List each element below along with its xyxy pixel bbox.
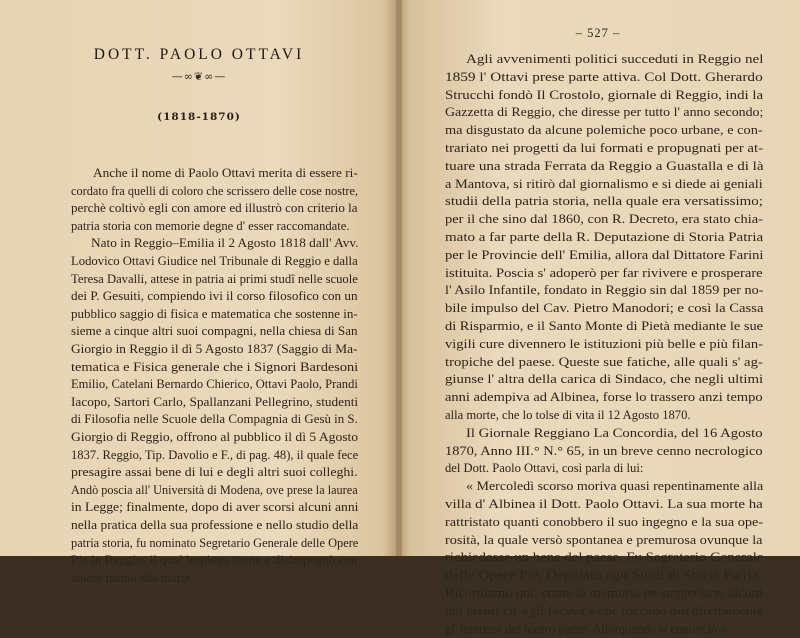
text-line: di Risparmio, e il Santo Monte di Pietà mediante le sue — [445, 319, 764, 333]
text-line: tropiche del paese. Queste sue fatiche, alle quali s' ag- — [445, 354, 763, 369]
text-line: 1870, Anno III.° N.° 65, in un breve cenno necrologico — [445, 443, 763, 458]
text-line: bile impulso del Cav. Pietro Manodori; e così la Cassa — [445, 301, 764, 316]
text-line: Emilio, Catelani Bernardo Chierico, Ottavi Paolo, Prandi — [71, 377, 358, 392]
text-line: 1837. Reggio, Tip. Davolio e F., di pag. 48), il quale fece — [71, 447, 359, 462]
text-line: vigili cure divennero le istituzioni più belle e più filan- — [445, 336, 763, 351]
text-line: Teresa Davalli, attese in patria ai primi studî nelle scuole — [71, 271, 358, 286]
ornament-divider: —∞❦∞— — [171, 70, 227, 83]
page-title: DOTT. PAOLO OTTAVI — [93, 46, 305, 63]
text-line: Anche il nome di Paolo Ottavi merita di essere ri- — [93, 166, 358, 180]
text-line: perchè coltivò egli con amore ed illustrò con criterio la — [71, 201, 358, 216]
text-line: Gazzetta di Reggio, che diresse per tutto l' anno secondo; — [445, 105, 764, 120]
text-line: sieme a cinque altri suoi compagni, nella chiesa di San — [71, 324, 358, 339]
text-line: l' Asilo Infantile, fondato in Reggio sin dal 1859 per no- — [445, 283, 764, 298]
text-line: Andò poscia all' Università di Modena, ove prese la laurea — [71, 482, 358, 497]
text-line: Giorgio in Reggio il dì 5 Agosto 1837 (Saggio di Ma- — [71, 342, 358, 356]
text-line: dei lavori ch' egli faceva e che toccano più direttamente — [445, 603, 764, 618]
text-line: trariato nei progetti da lui formati e propugnati per at- — [445, 141, 764, 155]
text-line: anni adempiva ad Albinea, forse lo trassero anzi tempo — [445, 390, 763, 405]
text-line: richiedesse un bene del paese. Fu Segretario Generale — [445, 550, 764, 565]
text-line: patria storia con memorie degne d' esser raccomandate. — [71, 218, 350, 233]
text-line: tuare una strada Ferrata da Reggio a Guastalla e di là — [445, 158, 764, 173]
text-line: « Mercoledì scorso moriva quasi repentinamente alla — [466, 479, 764, 494]
text-line: rattristato quanti conobbero il suo ingegno e la sua ope- — [445, 514, 764, 529]
text-line: Strucchi fondò Il Crostolo, giornale di Reggio, indi la — [445, 87, 764, 102]
text-line: delle Opere Pie, Deputato agli Studi di Storia Patria. — [445, 568, 763, 583]
text-line: rosità, la quale versò spontanea e premurosa ovunque la — [445, 532, 763, 547]
text-line: Agli avvenimenti politici succeduti in Reggio nel — [466, 52, 764, 66]
text-line: ma disgustato da alcune polemiche poco urbane, e con- — [445, 123, 763, 138]
text-line: presagire assai bene di lui e degli altri suoi colleghi. — [71, 465, 358, 480]
text-line: cordato fra quelli di coloro che scrissero delle cose nostre, — [71, 183, 359, 198]
text-line: 1859 l' Ottavi prese parte attiva. Col Dott. Gherardo — [445, 69, 763, 84]
text-line: in Legge; finalmente, dopo di aver scorsi alcuni anni — [71, 500, 359, 515]
text-line: per il che sino dal 1860, con R. Decreto, era stato chia- — [445, 212, 763, 227]
text-line: Giorgio di Reggio, offrono al pubblico il dì 5 Agosto — [71, 430, 359, 444]
text-line: gl' interessi del nostro paese. Allorquando si cominciò a — [445, 621, 727, 636]
text-line: mato a far parte della R. Deputazione di Storia Patria — [445, 230, 764, 244]
text-line: Nato in Reggio–Emilia il 2 Agosto 1818 dall' Avv. — [91, 236, 359, 251]
life-dates: (1818-1870) — [157, 111, 241, 123]
text-line: del Dott. Paolo Ottavi, così parla di lui: — [445, 461, 644, 476]
text-line: villa d' Albinea il Dott. Paolo Ottavi. La sua morte ha — [445, 497, 763, 511]
text-line: Ricordiamo qui, come la memoria ne suggerisce, alcuni — [445, 586, 763, 600]
text-line: studii della patria storia, nella quale era versatissimo; — [445, 194, 763, 209]
text-line: istituita. Poscia s' adoperò per far rivivere e prosperare — [445, 265, 763, 280]
text-line: di Filosofia nelle Scuole della Compagnia di Gesù in S. — [71, 412, 358, 427]
text-line: dei P. Gesuiti, compiendo ivi il corso filosofico con un — [71, 289, 358, 304]
text-line: pubblico saggio di fisica e matematica che sostenne in- — [71, 306, 358, 321]
text-line: Iacopo, Sartori Carlo, Spallanzani Pellegrino, studenti — [71, 394, 359, 409]
page-number: – 527 – — [575, 26, 621, 40]
text-line: patria storia, fu nominato Segretario Generale delle Opere — [71, 535, 359, 550]
left-page — [0, 0, 398, 585]
text-line: Il Giornale Reggiano La Concordia, del 16 Agosto — [466, 425, 763, 440]
gutter — [396, 0, 402, 556]
text-line: Lodovico Ottavi Giudice nel Tribunale di Reggio e dalla — [71, 254, 358, 268]
text-line: giunse l' altra della carica di Sindaco, che negli ultimi — [445, 372, 764, 387]
text-line: Pie in Reggio, il qual impiego tenne e disimpegnò con — [71, 553, 358, 568]
text-line: nella pratica della sua professione e nello studio della — [71, 518, 359, 532]
text-line: per le Provincie dell' Emilia, allora dal Dittatore Farini — [445, 247, 764, 262]
right-page — [398, 0, 800, 636]
text-line: alla morte, che lo tolse di vita il 12 Agosto 1870. — [445, 408, 691, 422]
text-line: amore insino alla morte. — [71, 570, 194, 585]
text-line: a Mantova, si ritirò dal giornalismo e si diede ai geniali — [445, 176, 763, 191]
text-line: tematica e Fisica generale che i Signori Bardesoni — [71, 359, 359, 374]
